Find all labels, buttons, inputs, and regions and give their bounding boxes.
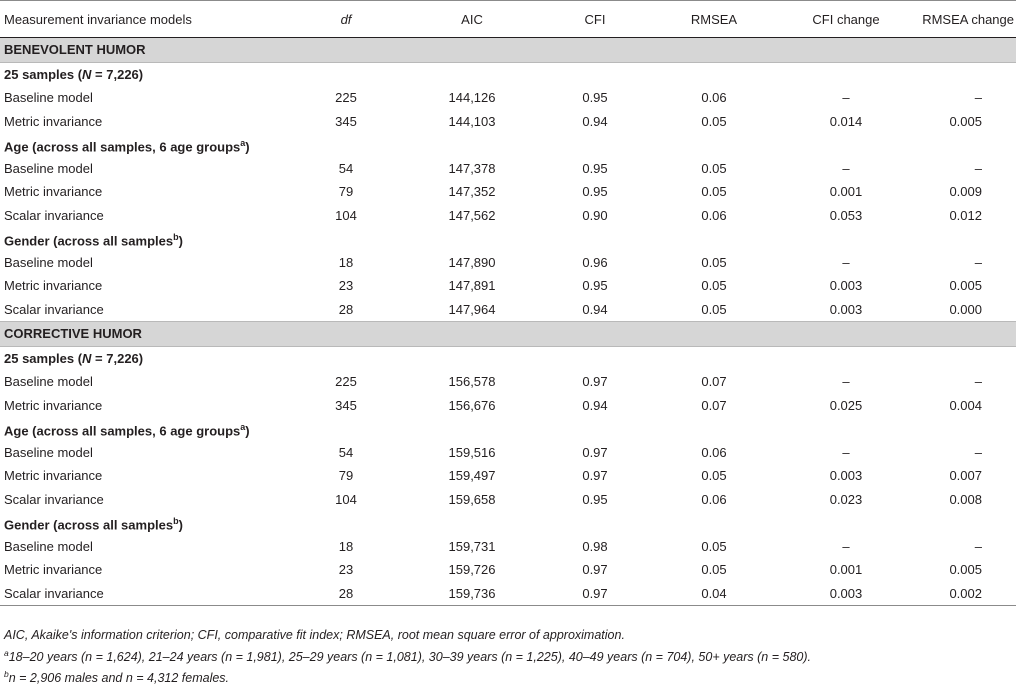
cell-rmsea: 0.07 [701, 374, 727, 390]
cell-df: 28 [290, 582, 410, 606]
cell-rmsea-change: – [974, 374, 982, 390]
cell-cfi: 0.97 [582, 562, 608, 578]
table-row [0, 274, 1016, 298]
cell-model: Baseline model [4, 160, 93, 176]
cell-cfi: 0.96 [582, 254, 608, 270]
subgroup-footnote-mark: b [173, 231, 179, 242]
subgroup-label-pre: 25 samples ( [4, 350, 83, 366]
table-row [0, 535, 1016, 559]
footnote-abbreviations: AIC, Akaike's information criterion; CFI, comparative fit index; RMSEA, root mean square error of approximation. [4, 628, 625, 642]
table-footnotes [4, 627, 811, 688]
cell-aic: 159,658 [448, 491, 496, 507]
footnote-b-text: n = 2,906 males and n = 4,312 females. [8, 671, 230, 686]
cell-model: Metric invariance [4, 278, 103, 294]
subgroup-row [0, 227, 1016, 251]
cell-aic: 159,726 [448, 562, 496, 578]
cell-rmsea: 0.05 [701, 254, 727, 270]
subgroup-label-post: = 7,226) [91, 66, 144, 82]
table-row [0, 204, 1016, 228]
subgroup-label-pre: 25 samples ( [4, 66, 83, 82]
cell-aic: 159,731 [448, 538, 496, 554]
subgroup-label-pre: Gender (across all samples [4, 232, 174, 248]
table-row [0, 558, 1016, 582]
cell-cfi: 0.94 [582, 397, 608, 413]
cell-cfi-change: 0.003 [829, 468, 863, 484]
footnote-b [4, 666, 811, 688]
cell-rmsea-change: 0.005 [949, 278, 982, 294]
cell-df: 18 [338, 538, 354, 554]
cell-model: Scalar invariance [4, 301, 104, 317]
cell-cfi-change: – [842, 374, 850, 390]
cell-rmsea-change: 0.012 [949, 207, 982, 223]
subgroup-label-post: = 7,226) [91, 350, 144, 366]
cell-cfi: 0.97 [582, 444, 608, 460]
cell-model: Metric invariance [4, 184, 103, 200]
cell-aic: 147,890 [448, 254, 496, 270]
footnote-a [4, 645, 811, 667]
table-row [0, 298, 1016, 322]
cell-rmsea-change: – [974, 160, 982, 176]
cell-rmsea-change: 0.007 [949, 468, 982, 484]
cell-cfi-change: 0.014 [829, 113, 863, 129]
subgroup-label [0, 133, 1016, 157]
subgroup-label-end: ) [245, 422, 250, 438]
footnote-a-mark: a [4, 647, 9, 658]
cell-aic: 147,891 [448, 278, 496, 294]
cell-rmsea: 0.04 [630, 582, 740, 606]
table-row [0, 370, 1016, 394]
table-row [0, 464, 1016, 488]
cell-cfi-change: – [842, 538, 850, 554]
cell-df: 18 [338, 254, 354, 270]
cell-df: 225 [335, 374, 357, 390]
section-row [0, 38, 1016, 63]
cell-rmsea-change: 0.004 [949, 397, 982, 413]
subgroup-row [0, 346, 1016, 370]
cell-aic: 156,676 [448, 397, 496, 413]
subgroup-label-italic: N [82, 66, 92, 82]
cell-cfi: 0.98 [582, 538, 608, 554]
cell-aic: 147,378 [448, 160, 496, 176]
cell-df: 23 [338, 278, 354, 294]
table-body [0, 38, 1016, 606]
cell-rmsea: 0.06 [701, 444, 727, 460]
subgroup-label [0, 511, 1016, 535]
cell-rmsea: 0.07 [701, 397, 727, 413]
cell-model: Scalar invariance [0, 582, 290, 606]
cell-rmsea-change: 0.000 [949, 301, 982, 317]
table-row [0, 86, 1016, 110]
cell-df: 345 [335, 113, 357, 129]
subgroup-label [0, 417, 1016, 441]
cell-rmsea-change: – [974, 444, 982, 460]
cell-cfi: 0.95 [582, 90, 608, 106]
cell-rmsea: 0.06 [701, 90, 727, 106]
cell-aic: 144,103 [448, 113, 496, 129]
cell-rmsea: 0.05 [701, 113, 727, 129]
header-cfi-change: CFI change [740, 1, 890, 38]
cell-cfi: 0.90 [582, 207, 608, 223]
cell-rmsea-change: 0.005 [949, 562, 982, 578]
table-row [0, 441, 1016, 465]
cell-aic: 159,516 [448, 444, 496, 460]
header-aic: AIC [410, 1, 520, 38]
section-row [0, 322, 1016, 347]
cell-model: Metric invariance [4, 562, 103, 578]
cell-df: 104 [335, 207, 357, 223]
cell-cfi: 0.94 [582, 113, 608, 129]
cell-cfi: 0.97 [582, 468, 608, 484]
cell-aic: 159,736 [410, 582, 520, 606]
cell-cfi-change: – [842, 90, 850, 106]
cell-rmsea: 0.05 [701, 538, 727, 554]
cell-model: Metric invariance [4, 468, 103, 484]
cell-model: Metric invariance [4, 113, 103, 129]
subgroup-label-end: ) [178, 232, 183, 248]
cell-cfi: 0.97 [520, 582, 630, 606]
cell-rmsea-change: 0.009 [949, 184, 982, 200]
cell-rmsea: 0.05 [701, 184, 727, 200]
cell-cfi-change: 0.003 [829, 278, 863, 294]
cell-aic: 159,497 [448, 468, 496, 484]
cell-rmsea-change: 0.002 [890, 582, 1016, 606]
subgroup-footnote-mark: b [173, 515, 179, 526]
cell-cfi-change: – [842, 444, 850, 460]
cell-cfi-change: 0.001 [829, 562, 863, 578]
header-model: Measurement invariance models [0, 1, 290, 38]
subgroup-row [0, 62, 1016, 86]
cell-df: 79 [338, 468, 354, 484]
cell-model: Metric invariance [4, 397, 103, 413]
cell-aic: 144,126 [448, 90, 496, 106]
cell-cfi-change: 0.003 [829, 301, 863, 317]
cell-df: 54 [338, 160, 354, 176]
cell-df: 345 [335, 397, 357, 413]
cell-df: 104 [335, 491, 357, 507]
cell-model: Baseline model [4, 444, 93, 460]
cell-cfi-change: 0.023 [829, 491, 863, 507]
cell-rmsea: 0.05 [701, 278, 727, 294]
cell-model: Baseline model [4, 374, 93, 390]
cell-cfi-change: 0.053 [829, 207, 863, 223]
cell-rmsea-change: – [974, 254, 982, 270]
cell-cfi-change: – [842, 254, 850, 270]
header-df [290, 1, 410, 38]
cell-cfi-change: 0.025 [829, 397, 863, 413]
cell-rmsea: 0.06 [701, 491, 727, 507]
subgroup-row [0, 417, 1016, 441]
cell-df: 28 [338, 301, 354, 317]
cell-cfi: 0.95 [582, 184, 608, 200]
cell-cfi-change: – [842, 160, 850, 176]
subgroup-label [0, 346, 1016, 370]
cell-cfi: 0.94 [582, 301, 608, 317]
subgroup-label-end: ) [245, 138, 250, 154]
cell-rmsea: 0.05 [701, 160, 727, 176]
table-header-row [0, 1, 1016, 38]
cell-rmsea: 0.05 [701, 468, 727, 484]
table-row [0, 180, 1016, 204]
section-title: BENEVOLENT HUMOR [0, 38, 1016, 63]
subgroup-label [0, 227, 1016, 251]
header-df-text: df [340, 11, 352, 27]
table-row [0, 488, 1016, 512]
section-title: CORRECTIVE HUMOR [0, 322, 1016, 347]
cell-df: 54 [338, 444, 354, 460]
cell-df: 79 [338, 184, 354, 200]
subgroup-label-pre: Age (across all samples, 6 age groups [4, 138, 241, 154]
footnote-b-mark: b [4, 669, 9, 680]
cell-rmsea: 0.05 [701, 301, 727, 317]
table-row [0, 110, 1016, 134]
subgroup-label-italic: N [82, 350, 92, 366]
cell-rmsea-change: – [974, 538, 982, 554]
subgroup-row [0, 133, 1016, 157]
cell-rmsea: 0.05 [701, 562, 727, 578]
cell-model: Scalar invariance [4, 207, 104, 223]
cell-df: 23 [338, 562, 354, 578]
cell-cfi: 0.95 [582, 278, 608, 294]
subgroup-footnote-mark: a [240, 137, 246, 148]
cell-aic: 147,964 [448, 301, 496, 317]
subgroup-label-end: ) [178, 516, 183, 532]
cell-model: Scalar invariance [4, 491, 104, 507]
cell-rmsea-change: – [974, 90, 982, 106]
subgroup-footnote-mark: a [240, 421, 246, 432]
cell-aic: 156,578 [448, 374, 496, 390]
cell-aic: 147,562 [448, 207, 496, 223]
cell-rmsea-change: 0.008 [949, 491, 982, 507]
cell-cfi: 0.95 [582, 160, 608, 176]
table-row [0, 394, 1016, 418]
table-row [0, 251, 1016, 275]
cell-df: 225 [335, 90, 357, 106]
cell-cfi-change: 0.003 [740, 582, 890, 606]
subgroup-row [0, 511, 1016, 535]
footnote-a-text: 18–20 years (n = 1,624), 21–24 years (n = 1,981), 25–29 years (n = 1,081), 30–39 years (n = 1,225), 40–49 years (n = 704), 50+ years (n = 580). [8, 649, 811, 664]
cell-cfi: 0.97 [582, 374, 608, 390]
cell-rmsea: 0.06 [701, 207, 727, 223]
header-rmsea-change: RMSEA change [890, 1, 1016, 38]
cell-model: Baseline model [4, 538, 93, 554]
cell-model: Baseline model [4, 90, 93, 106]
subgroup-label-pre: Age (across all samples, 6 age groups [4, 422, 241, 438]
cell-model: Baseline model [4, 254, 93, 270]
table-row [0, 157, 1016, 181]
cell-rmsea-change: 0.005 [949, 113, 982, 129]
subgroup-label-pre: Gender (across all samples [4, 516, 174, 532]
header-cfi: CFI [520, 1, 630, 38]
table-row [0, 582, 1016, 606]
cell-cfi-change: 0.001 [829, 184, 863, 200]
cell-aic: 147,352 [448, 184, 496, 200]
header-rmsea: RMSEA [630, 1, 740, 38]
cell-cfi: 0.95 [582, 491, 608, 507]
subgroup-label [0, 62, 1016, 86]
